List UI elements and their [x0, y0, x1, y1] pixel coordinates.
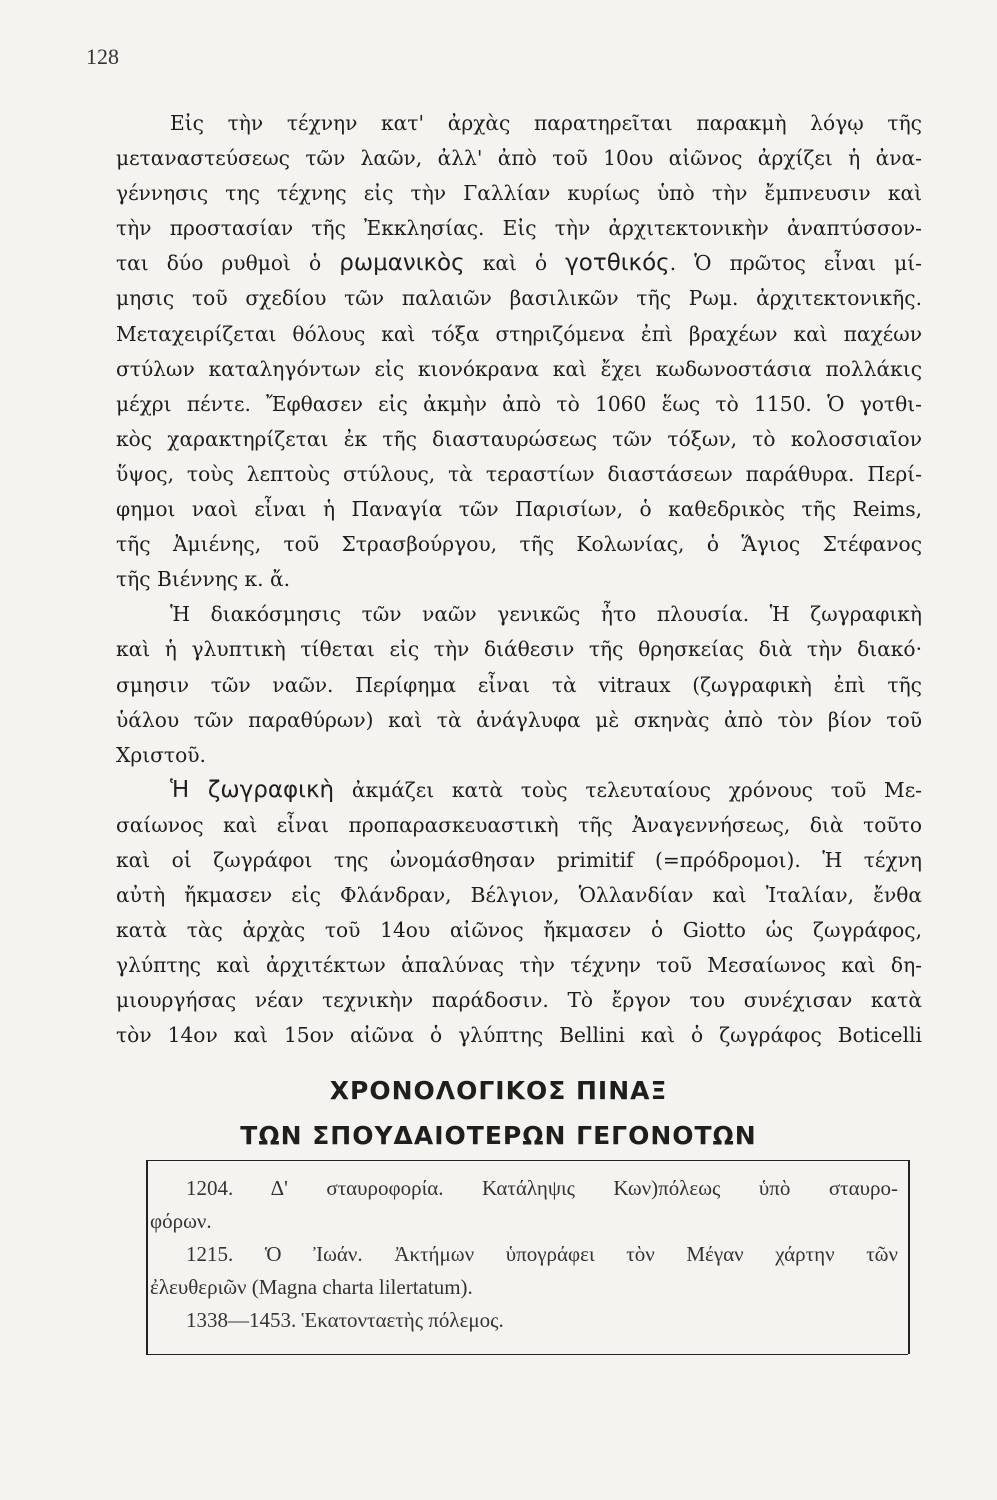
- text-line: μεταναστεύσεως τῶν λαῶν, ἀλλ' ἀπὸ τοῦ 10ου αἰῶνος ἀρχίζει ἡ ἀνα-: [116, 146, 922, 171]
- romanesque-term: ρωμανικὸς: [339, 250, 465, 277]
- text-line: μησις τοῦ σχεδίου τῶν παλαιῶν βασιλικῶν τῆς Ρωμ. ἀρχιτεκτονικῆς.: [116, 286, 922, 311]
- text-fragment: ἀκμάζει κατὰ τοὺς τελευταίους χρόνους τοῦ Με-: [334, 777, 922, 802]
- text-line: τὸν 14ον καὶ 15ον αἰῶνα ὁ γλύπτης Bellini καὶ ὁ ζωγράφος Boticelli: [116, 1023, 922, 1048]
- paragraph-3: [116, 773, 922, 1054]
- text-line: σαίωνος καὶ εἶναι προπαρασκευαστικὴ τῆς Ἀναγεννήσεως, διὰ τοῦτο: [116, 812, 922, 837]
- chronology-entry-cont: φόρων.: [150, 1209, 212, 1233]
- text-line: Εἰς τὴν τέχνην κατ' ἀρχὰς παρατηρεῖται παρακμὴ λόγῳ τῆς: [170, 111, 922, 135]
- text-line: κὸς χαρακτηρίζεται ἐκ τῆς διασταυρώσεως τῶν τόξων, τὸ κολοσσιαῖον: [116, 426, 922, 451]
- text-line: μιουργήσας νέαν τεχνικὴν παράδοσιν. Τὸ ἔργον του συνέχισαν κατὰ: [116, 988, 922, 1013]
- chronology-entry-cont: ἐλευθεριῶν (Magna charta lilertatum).: [150, 1275, 473, 1299]
- paragraph-1: [116, 106, 922, 597]
- body-text: [116, 106, 922, 1054]
- chronology-subheading: ΤΩΝ ΣΠΟΥΔΑΙΟΤΕΡΩΝ ΓΕΓΟΝΟΤΩΝ: [240, 1121, 757, 1150]
- chronology-heading: ΧΡΟΝΟΛΟΓΙΚΟΣ ΠΙΝΑΞ: [329, 1076, 668, 1105]
- text-line: Χριστοῦ.: [116, 742, 206, 767]
- text-line: αὐτὴ ἤκμασεν εἰς Φλάνδραν, Βέλγιον, Ὁλλανδίαν καὶ Ἰταλίαν, ἔνθα: [116, 883, 922, 908]
- text-line: ὕψος, τοὺς λεπτοὺς στύλους, τὰ τεραστίων διαστάσεων παράθυρα. Περί-: [116, 461, 922, 486]
- chronology-entry: 1338—1453. Ἑκατονταετὴς πόλεμος.: [186, 1308, 504, 1332]
- text-line: τῆς Βιέννης κ. ἄ.: [116, 567, 291, 592]
- page-number: 128: [86, 44, 119, 69]
- paragraph-2: [116, 597, 922, 772]
- table-bottom-rule: [146, 1354, 908, 1355]
- text-fragment: ται δύο ρυθμοὶ ὁ: [116, 251, 340, 276]
- text-line: [116, 773, 922, 808]
- text-line: μέχρι πέντε. Ἔφθασεν εἰς ἀκμὴν ἀπὸ τὸ 1060 ἕως τὸ 1150. Ὁ γοτθι-: [116, 391, 922, 416]
- text-line: κατὰ τὰς ἀρχὰς τοῦ 14ου αἰῶνος ἤκμασεν ὁ Giotto ὡς ζωγράφος,: [116, 918, 922, 943]
- painting-term: Ἡ ζωγραφικὴ: [170, 776, 335, 803]
- text-line: φημοι ναοὶ εἶναι ἡ Παναγία τῶν Παρισίων, ὁ καθεδρικὸς τῆς Reims,: [116, 497, 922, 522]
- text-line: καὶ ἡ γλυπτικὴ τίθεται εἰς τὴν διάθεσιν τῆς θρησκείας διὰ τὴν διακό·: [116, 637, 922, 662]
- text-line: καὶ οἱ ζωγράφοι της ὠνομάσθησαν primitif (=πρόδρομοι). Ἡ τέχνη: [116, 847, 922, 872]
- text-line: Μεταχειρίζεται θόλους καὶ τόξα στηριζόμενα ἐπὶ βραχέων καὶ παχέων: [116, 321, 922, 346]
- chronology-entry: 1215. Ὁ Ἰωάν. Ἀκτήμων ὑπογράφει τὸν Μέγαν χάρτην τῶν: [186, 1242, 898, 1266]
- gothic-term: γοτθικός: [565, 250, 670, 277]
- text-line: [116, 246, 922, 281]
- text-line: σμησιν τῶν ναῶν. Περίφημα εἶναι τὰ vitraux (ζωγραφικὴ ἐπὶ τῆς: [116, 672, 922, 697]
- text-line: τῆς Ἀμιένης, τοῦ Στρασβούργου, τῆς Κολωνίας, ὁ Ἅγιος Στέφανος: [116, 532, 922, 557]
- chronology-entry: 1204. Δ' σταυροφορία. Κατάληψις Κων)πόλεως ὑπὸ σταυρο-: [186, 1176, 898, 1200]
- text-line: τὴν προστασίαν τῆς Ἐκκλησίας. Εἰς τὴν ἀρχιτεκτονικὴν ἀναπτύσσον-: [116, 216, 922, 241]
- text-line: ὑάλου τῶν παραθύρων) καὶ τὰ ἀνάγλυφα μὲ σκηνὰς ἀπὸ τὸν βίον τοῦ: [116, 707, 922, 732]
- text-line: Ἡ διακόσμησις τῶν ναῶν γενικῶς ἦτο πλουσία. Ἡ ζωγραφικὴ: [170, 602, 922, 627]
- text-line: γλύπτης καὶ ἀρχιτέκτων ἁπαλύνας τὴν τέχνην τοῦ Μεσαίωνος καὶ δη-: [116, 953, 922, 978]
- text-line: στύλων καταληγόντων εἰς κιονόκρανα καὶ ἔχει κωδωνοστάσια πολλάκις: [116, 356, 922, 381]
- text-fragment: καὶ ὁ: [464, 251, 566, 276]
- text-fragment: . Ὁ πρῶτος εἶναι μί-: [669, 251, 922, 276]
- text-line: γέννησις της τέχνης εἰς τὴν Γαλλίαν κυρίως ὑπὸ τὴν ἔμπνευσιν καὶ: [116, 181, 922, 206]
- chronology-table: [146, 1172, 902, 1337]
